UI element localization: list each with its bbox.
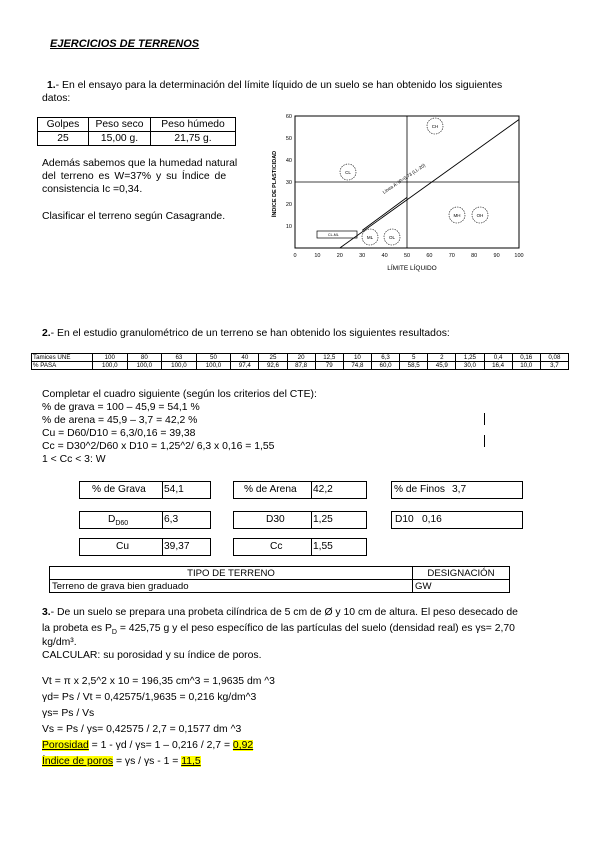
x-tick-label: 90 — [493, 253, 500, 259]
zone-ol — [384, 229, 400, 245]
row-pasa — [32, 362, 569, 370]
line-a — [340, 120, 519, 248]
sieve-size: 50 — [196, 354, 231, 362]
y-tick-label: 10 — [285, 224, 292, 230]
ex2-intro-text: - En el estudio granulométrico de un terreno se han obtenido los siguientes resultados: — [50, 328, 450, 339]
arena-value: 42,2 — [313, 484, 333, 495]
d60-label: $D_{D60}$ — [108, 514, 129, 528]
designation-header: DESIGNACIÓN — [413, 567, 510, 580]
passing-value: 100,0 — [162, 362, 197, 370]
td-peso-seco: 15,00 g. — [89, 132, 151, 146]
type-value: Terreno de grava bien graduado — [50, 580, 413, 593]
sieve-size: 0,16 — [512, 354, 540, 362]
ex2-calc-condition: 1 < Cc < 3: W — [42, 454, 106, 465]
passing-value: 3,7 — [540, 362, 568, 370]
ex1-text-2: del terreno es W=37% y su Índice de — [42, 171, 227, 182]
ex2-calc-cu: Cu = D60/D10 = 6,3/0,16 = 39,38 — [42, 428, 196, 439]
line-u — [362, 197, 407, 230]
zone-mh — [449, 207, 465, 223]
sieve-size: 5 — [400, 354, 428, 362]
ex3-number: 3. — [42, 607, 51, 618]
ex3-line2 — [42, 622, 515, 639]
row-tamices — [32, 354, 569, 362]
y-tick-label: 20 — [285, 202, 292, 208]
passing-value: 10,0 — [512, 362, 540, 370]
ex3-line1-text: - De un suelo se prepara una probeta cilíndrica de 5 cm de Ø y 10 cm de altura. El peso desecado de — [50, 607, 518, 618]
ex3-calc-gs: γs= Ps / Vs — [42, 708, 95, 719]
y-tick-label: 50 — [285, 136, 292, 142]
void-ratio-label: Índice de poros — [42, 756, 114, 767]
x-tick-label: 80 — [471, 253, 478, 259]
passing-value: 100,0 — [127, 362, 162, 370]
grava-box — [79, 481, 211, 499]
passing-value: 16,4 — [484, 362, 512, 370]
casagrande-chart — [266, 108, 528, 276]
grava-value: 54,1 — [164, 484, 184, 495]
ex3-line2-a: la probeta es P — [42, 623, 112, 634]
chart-lines — [295, 116, 519, 248]
cursor-mark-2 — [484, 435, 485, 447]
ex1-intro-text: - En el ensayo para la determinación del límite líquido de un suelo se han obtenido los siguientes — [55, 80, 503, 91]
y-tick-labels — [286, 114, 292, 230]
th-peso-seco: Peso seco — [89, 118, 151, 132]
cu-sep — [162, 539, 163, 555]
ex3-line4: CALCULAR: su porosidad y su índice de poros. — [42, 650, 262, 661]
cc-label: Cc — [270, 541, 283, 552]
porosity-equation: = 1 - γd / γs= 1 – 0,216 / 2,7 = — [88, 740, 233, 751]
zone-cl-ml-label: CL-ML — [328, 233, 339, 237]
zone-cl-label: CL — [345, 170, 351, 175]
ex3-porosity — [42, 739, 253, 752]
d10-value: 0,16 — [422, 514, 442, 525]
ex1-intro-line1 — [47, 79, 502, 92]
passing-value: 100,0 — [93, 362, 128, 370]
d30-label: D30 — [266, 514, 285, 525]
x-tick-label: 50 — [403, 253, 411, 259]
cc-box — [233, 538, 367, 556]
d60-sep — [162, 512, 163, 528]
arena-box — [233, 481, 367, 499]
td-golpes: 25 — [38, 132, 89, 146]
type-header: TIPO DE TERRENO — [50, 567, 413, 580]
sieve-size: 12,5 — [315, 354, 343, 362]
ex3-line3: kg/dm³. — [42, 637, 77, 648]
ex3-calc-vs: Vs = Ps / γs= 0,42575 / 2,7 = 0,1577 dm ^3 — [42, 724, 242, 735]
ex2-intro — [42, 327, 450, 340]
zone-ol-label: OL — [388, 235, 396, 240]
ex3-calc-gd: γd= Ps / Vt = 0,42575/1,9635 = 0,216 kg/dm^3 — [42, 692, 257, 703]
porosity-value: 0,92 — [232, 740, 254, 751]
line-a-label: Línea A: IP=0,73 (LL-20) — [381, 162, 427, 195]
x-tick-label: 70 — [448, 253, 455, 259]
row-tamices-label: Tamices UNE — [32, 354, 93, 362]
d30-value: 1,25 — [313, 514, 333, 525]
passing-value: 92,6 — [259, 362, 287, 370]
d60-box — [79, 511, 211, 529]
grava-label: % de Grava — [92, 484, 146, 495]
th-peso-humedo: Peso húmedo — [151, 118, 236, 132]
ex3-line2-sub: D — [111, 629, 117, 637]
zone-ml-label: ML — [366, 235, 374, 240]
x-tick-label: 60 — [426, 253, 433, 259]
ex3-void-ratio — [42, 755, 201, 768]
void-ratio-equation: = γs / γs - 1 = — [113, 756, 182, 767]
x-tick-label: 40 — [381, 253, 388, 259]
ex2-instructions: Completar el cuadro siguiente (según los criterios del CTE): — [42, 389, 317, 400]
row-pasa-label: % PASA — [32, 362, 93, 370]
passing-value: 74,8 — [343, 362, 371, 370]
zone-oh-label: OH — [476, 213, 484, 218]
ex1-text-3: consistencia Ic =0,34. — [42, 184, 143, 195]
ex1-data-table — [37, 117, 236, 146]
ex2-calc-cc: Cc = D30^2/D60 x D10 = 1,25^2/ 6,3 x 0,16 = 1,55 — [42, 441, 275, 452]
passing-value: 100,0 — [196, 362, 231, 370]
sieve-size: 0,08 — [540, 354, 568, 362]
sieve-size: 20 — [287, 354, 315, 362]
d30-box — [233, 511, 367, 529]
x-tick-label: 20 — [336, 253, 343, 259]
y-axis-label: ÍNDICE DE PLASTICIDAD — [272, 150, 278, 218]
zone-cl-ml — [317, 231, 357, 238]
cu-value: 39,37 — [164, 541, 190, 552]
sieve-size: 2 — [428, 354, 456, 362]
sieve-size: 1,25 — [456, 354, 484, 362]
passing-value: 60,0 — [371, 362, 399, 370]
sieve-size: 10 — [343, 354, 371, 362]
terrain-type-table — [49, 566, 510, 593]
passing-value: 87,8 — [287, 362, 315, 370]
cu-box — [79, 538, 211, 556]
granulometry-table — [31, 353, 569, 370]
finos-box — [391, 481, 523, 499]
zone-ch-label: CH — [431, 124, 439, 129]
x-tick-label: 10 — [314, 253, 321, 259]
zone-cl — [340, 164, 356, 180]
ex2-calc-arena: % de arena = 45,9 – 3,7 = 42,2 % — [42, 415, 198, 426]
cursor-mark-1 — [484, 413, 485, 425]
passing-value: 45,9 — [428, 362, 456, 370]
passing-value: 79 — [315, 362, 343, 370]
x-tick-label: 100 — [514, 253, 524, 259]
page-title: EJERCICIOS DE TERRENOS — [50, 38, 200, 50]
zone-oh — [472, 207, 488, 223]
ex1-text-1: Además sabemos que la humedad natural — [42, 158, 238, 169]
void-ratio-value: 11,5 — [181, 756, 201, 767]
x-axis-label: LÍMITE LÍQUIDO — [387, 265, 437, 272]
ex3-line2-b: = 425,75 g y el peso específico de las partículas del suelo (densidad real) es γs= 2,70 — [116, 623, 515, 634]
d10-box — [391, 511, 523, 529]
arena-sep — [311, 482, 312, 498]
passing-value: 30,0 — [456, 362, 484, 370]
calc-grava-text: % de grava = 100 – 45,9 = 54,1 % — [42, 402, 200, 413]
d10-label: D10 — [395, 514, 414, 525]
zone-mh-label: MH — [453, 213, 461, 218]
passing-value: 97,4 — [231, 362, 259, 370]
ex3-calc-vt: Vt = π x 2,5^2 x 10 = 196,35 cm^3 = 1,9635 dm ^3 — [42, 676, 275, 687]
d30-sep — [311, 512, 312, 528]
sieve-size: 80 — [127, 354, 162, 362]
ex1-intro-line2: datos: — [42, 93, 71, 104]
sieve-size: 63 — [162, 354, 197, 362]
ex1-number: 1. — [47, 80, 56, 91]
d60-value: 6,3 — [164, 514, 179, 525]
td-peso-humedo: 21,75 g. — [151, 132, 236, 146]
designation-value: GW — [413, 580, 510, 593]
finos-label: % de Finos — [394, 484, 445, 495]
y-tick-label: 60 — [285, 114, 292, 120]
cc-value: 1,55 — [313, 541, 333, 552]
sieve-size: 100 — [93, 354, 128, 362]
finos-value: 3,7 — [452, 484, 467, 495]
y-tick-label: 30 — [285, 180, 292, 186]
grava-sep — [162, 482, 163, 498]
x-tick-label: 0 — [293, 253, 297, 259]
cc-sep — [311, 539, 312, 555]
sieve-size: 0,4 — [484, 354, 512, 362]
ex2-number: 2. — [42, 328, 51, 339]
zone-ch — [427, 118, 443, 134]
th-golpes: Golpes — [38, 118, 89, 132]
sieve-size: 25 — [259, 354, 287, 362]
ex3-line1 — [42, 606, 518, 619]
passing-value: 58,5 — [400, 362, 428, 370]
sieve-size: 6,3 — [371, 354, 399, 362]
zone-ml — [362, 229, 378, 245]
x-tick-label: 30 — [359, 253, 366, 259]
y-tick-label: 40 — [285, 158, 292, 164]
ex2-calc-grava — [42, 401, 200, 414]
d60-label-text: D60 — [115, 520, 129, 528]
ex1-text-4: Clasificar el terreno según Casagrande. — [42, 211, 226, 222]
sieve-size: 40 — [231, 354, 259, 362]
arena-label: % de Arena — [244, 484, 297, 495]
porosity-label: Porosidad — [42, 740, 89, 751]
x-tick-labels — [293, 253, 523, 259]
cu-label: Cu — [116, 541, 130, 552]
